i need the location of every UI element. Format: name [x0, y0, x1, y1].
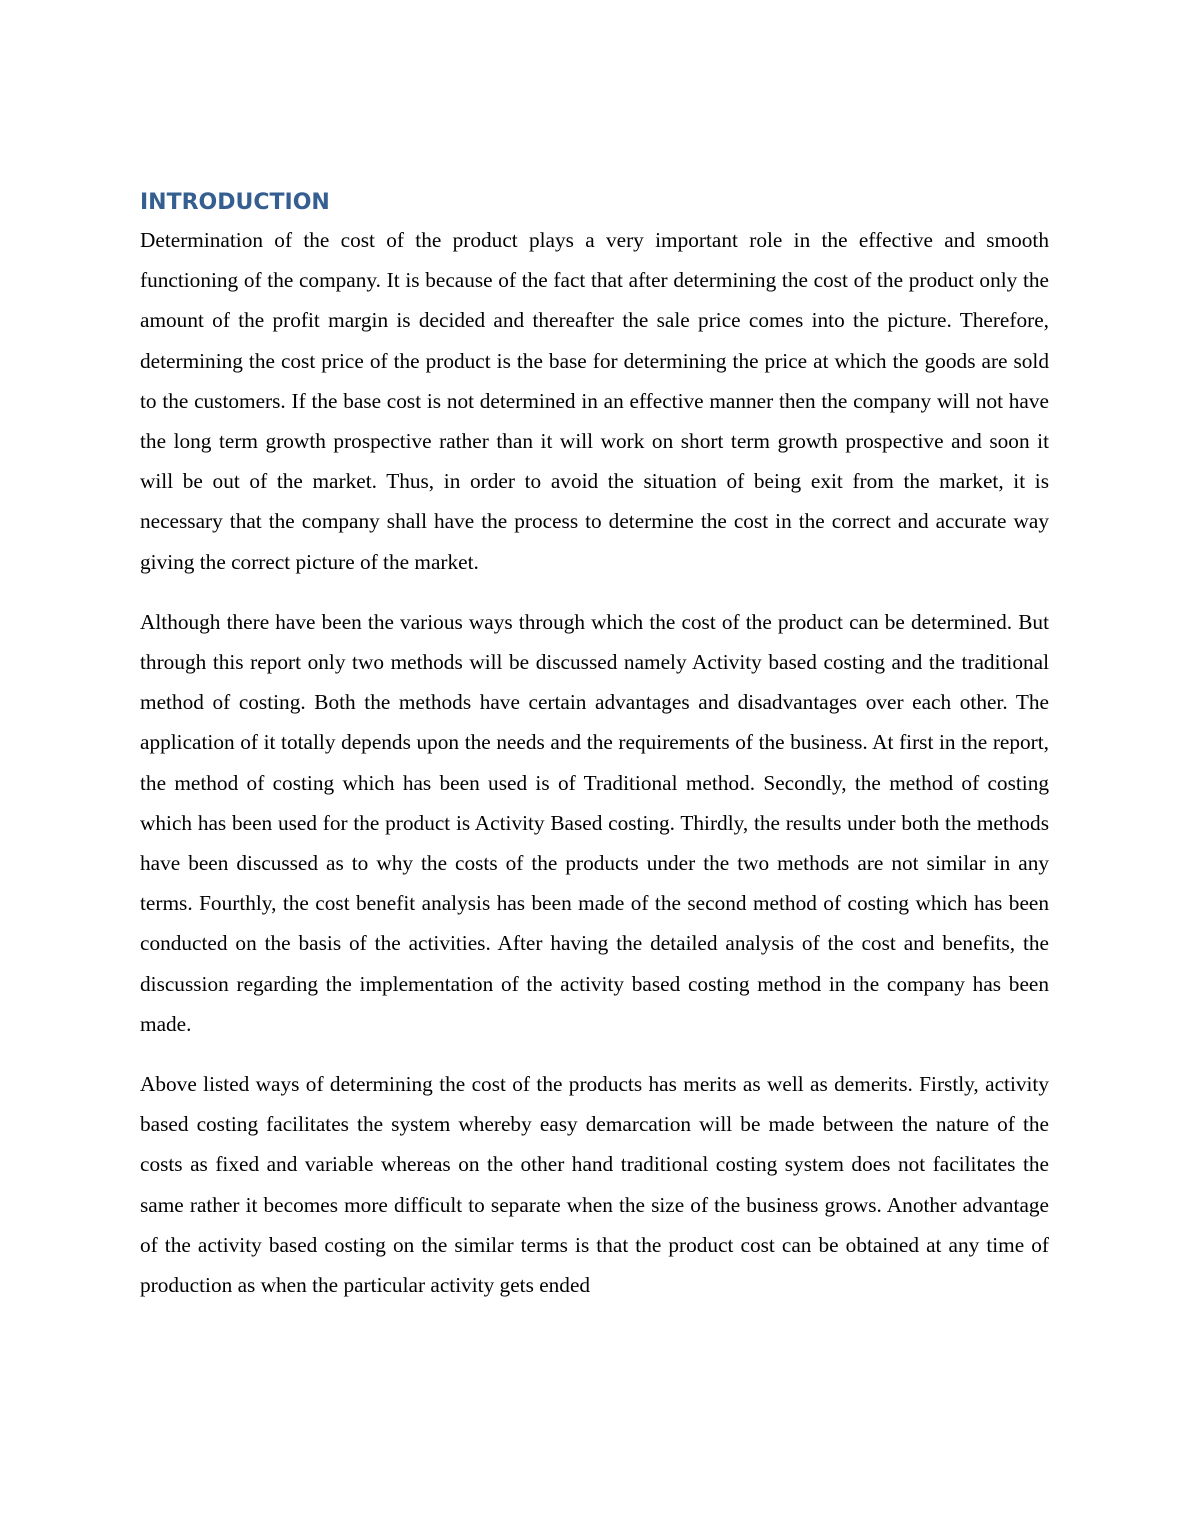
body-paragraph-1: Determination of the cost of the product plays a very important role in the effective and smooth functioning of the company. It is because of the fact that after determining the cost of the product only the amount of the profit margin is decided and thereafter the sale price comes into the picture. Therefore, determining the cost price of the product is the base for determining the price at which the goods are sold to the customers. If the base cost is not determined in an effective manner then the company will not have the long term growth prospective rather than it will work on short term growth prospective and soon it will be out of the market. Thus, in order to avoid the situation of being exit from the market, it is necessary that the company shall have the process to determine the cost in the correct and accurate way giving the correct picture of the market. [140, 228, 1049, 574]
body-paragraph-3: Above listed ways of determining the cost of the products has merits as well as demerits. Firstly, activity based costing facilitates the system whereby easy demarcation will be made between the nature of the costs as fixed and variable whereas on the other hand traditional costing system does not facilitates the same rather it becomes more difficult to separate when the size of the business grows. Another advantage of the activity based costing on the similar terms is that the product cost can be obtained at any time of production as when the particular activity gets ended [140, 1072, 1049, 1298]
page-content [140, 186, 1049, 1325]
body-paragraph-2: Although there have been the various ways through which the cost of the product can be determined. But through this report only two methods will be discussed namely Activity based costing and the traditional method of costing. Both the methods have certain advantages and disadvantages over each other. The application of it totally depends upon the needs and the requirements of the business. At first in the report, the method of costing which has been used is of Traditional method. Secondly, the method of costing which has been used for the product is Activity Based costing. Thirdly, the results under both the methods have been discussed as to why the costs of the products under the two methods are not similar in any terms. Fourthly, the cost benefit analysis has been made of the second method of costing which has been conducted on the basis of the activities. After having the detailed analysis of the cost and benefits, the discussion regarding the implementation of the activity based costing method in the company has been made. [140, 609, 1049, 1036]
section-heading: INTRODUCTION [140, 190, 330, 215]
